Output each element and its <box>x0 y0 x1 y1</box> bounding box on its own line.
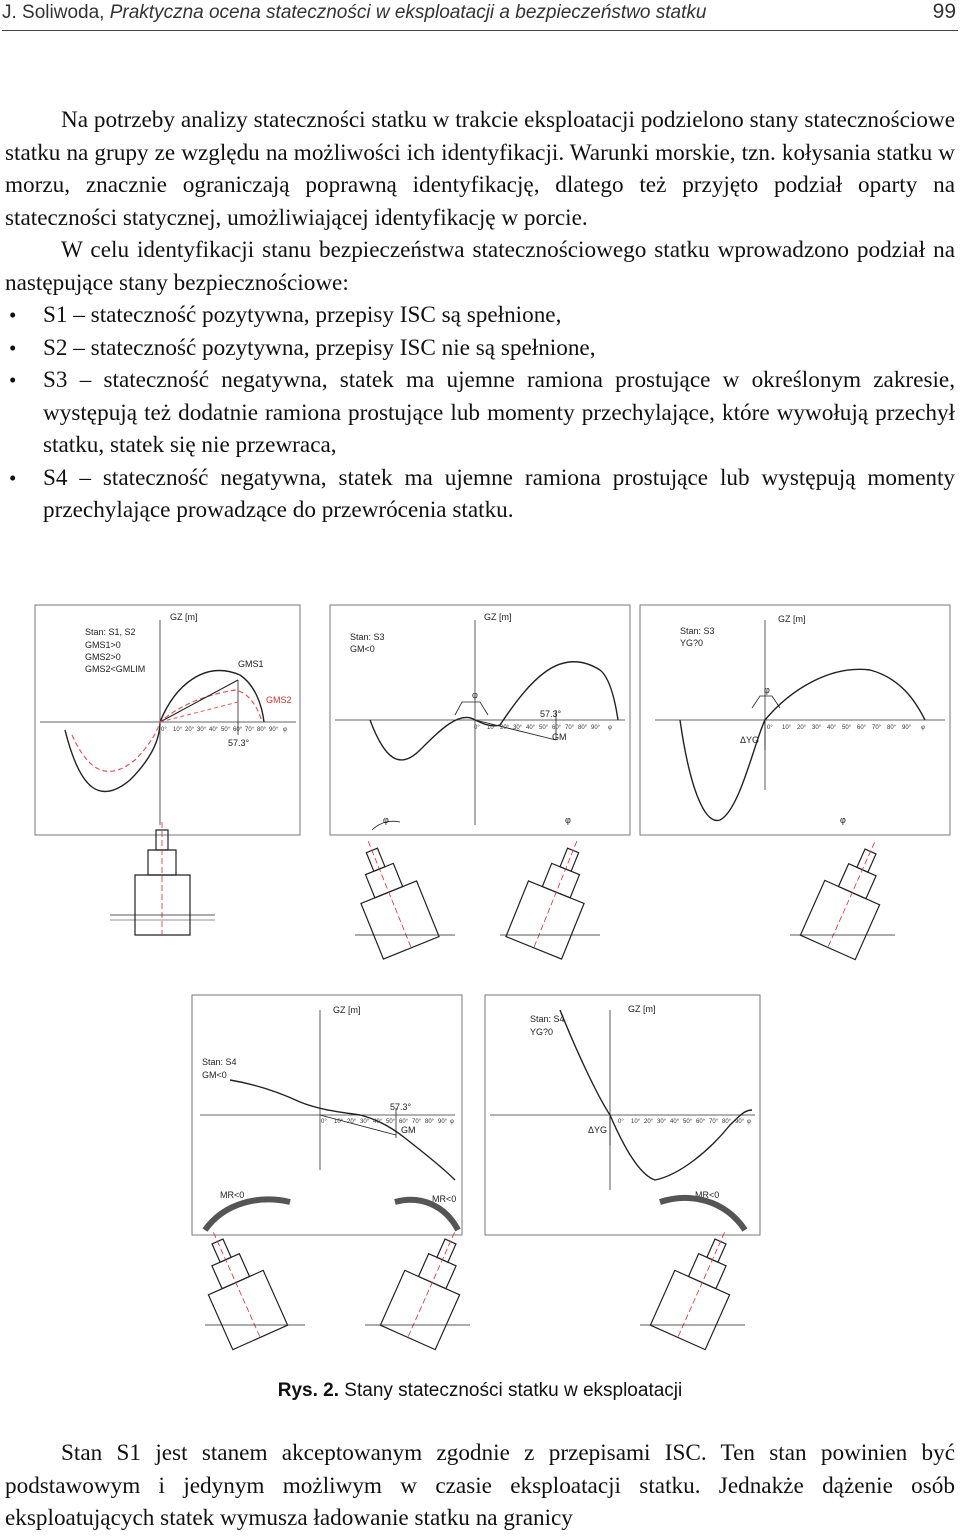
p4-tick-40: 40° <box>373 1119 383 1125</box>
bullet-s2: • S2 – stateczność pozytywna, przepisy ISC nie są spełnione, <box>5 332 955 365</box>
moment-arrow-left <box>205 1199 290 1230</box>
moment-arrow-right <box>395 1200 458 1230</box>
ship-superstructure <box>688 1254 726 1289</box>
p4-tick-50: 50° <box>386 1119 396 1125</box>
p5-tick-20: 20° <box>644 1119 654 1125</box>
p4-tick-10: 10° <box>334 1119 344 1125</box>
p5-axis-label: GZ [m] <box>628 1004 656 1014</box>
p1-state-4: GMS2<GMLIM <box>85 664 146 674</box>
p2-tick-50: 50° <box>539 725 549 731</box>
p3-tick-phi: φ <box>921 725 925 731</box>
phi-bracket <box>455 702 488 715</box>
ship-centerline <box>534 841 577 948</box>
panel-s3-gm <box>330 605 630 959</box>
p4-tick-70: 70° <box>412 1119 422 1125</box>
p1-state-3: GMS2>0 <box>85 652 121 662</box>
ship-capsize-right <box>380 1220 482 1349</box>
p5-tick-10: 10° <box>631 1119 641 1125</box>
paragraph-1: Na potrzeby analizy stateczności statku w trakcie eksploatacji podzielono stany statecznościowe statku na grupy ze względu na możliwości ich identyfikacji. Warunki morskie, tzn. kołysania statku w morzu, znacznie ograniczają poprawną identyfikację, dlatego też przyjęto podział oparty na stateczności statycznej, umożliwiającej identyfikację w porcie. <box>5 107 955 231</box>
moment-arrow <box>660 1198 745 1230</box>
p3-tick-0: 0° <box>767 725 773 731</box>
p1-state-1: Stan: S1, S2 <box>85 627 136 637</box>
ship-superstructure <box>542 863 579 897</box>
p1-tick-90: 90° <box>269 727 279 733</box>
p5-state-1: Stan: S4 <box>530 1014 565 1024</box>
p2-gm: GM <box>552 732 567 742</box>
header-citation <box>2 2 706 24</box>
p4-angle: 57.3° <box>390 1102 412 1112</box>
p5-tick-50: 50° <box>683 1119 693 1125</box>
paragraph-2: W celu identyfikacji stanu bezpieczeństwa statecznościowego statku wprowadzono podział na następujące stany bezpiecznościowe: <box>5 237 955 296</box>
intro-paragraphs <box>5 104 955 527</box>
p2-tick-phi: φ <box>608 725 612 731</box>
panel-s3-yg <box>640 605 950 960</box>
p1-state-2: GMS1>0 <box>85 640 121 650</box>
gms2-tangent <box>160 702 238 722</box>
p1-tick-40: 40° <box>209 727 219 733</box>
p3-axis-label: GZ [m] <box>778 614 806 624</box>
p2-ship-phi: φ <box>383 815 389 825</box>
p3-tick-50: 50° <box>842 725 852 731</box>
p3-tick-60: 60° <box>857 725 867 731</box>
figure-caption <box>0 1380 960 1402</box>
p5-tick-80: 80° <box>722 1119 732 1125</box>
ship-centerline <box>368 841 411 948</box>
p5-ticks <box>618 1119 751 1125</box>
p3-dyg: ΔYG <box>740 735 760 745</box>
header-title: Praktyczna ocena stateczności w eksploatacji a bezpieczeństwo statku <box>109 2 707 23</box>
p2-tick-90: 90° <box>591 725 601 731</box>
closing-paragraph-block <box>5 1437 955 1535</box>
p1-tick-50: 50° <box>221 727 231 733</box>
p4-axis-label: GZ [m] <box>333 1005 361 1015</box>
p5-tick-phi: φ <box>747 1119 751 1125</box>
ship-capsize-left <box>186 1220 288 1349</box>
p5-tick-70: 70° <box>709 1119 719 1125</box>
p4-tick-80: 80° <box>425 1119 435 1125</box>
ship-superstructure <box>838 864 876 899</box>
p1-ticks <box>161 727 287 733</box>
ship-capsize-yg <box>650 1220 752 1349</box>
paragraph-3: Stan S1 jest stanem akceptowanym zgodnie z przepisami ISC. Ten stan powinien być podstawowym i jedynym możliwym w czasie eksploatacji statku. Jednakże dążenie osób eksploatujących statek wymusza ładowanie statku na granicy <box>5 1440 955 1531</box>
bullet-s1: • S1 – stateczność pozytywna, przepisy ISC są spełnione, <box>5 299 955 332</box>
bullet-s3: • S3 – stateczność negatywna, statek ma ujemne ramiona prostujące w określonym zakresie, występują też dodatnie ramiona prostujące lub momenty przechylające, które wywołują przechył statku, statek się nie przewraca, <box>5 364 955 462</box>
p5-mr: MR<0 <box>695 1190 720 1200</box>
p1-tick-phi: φ <box>283 727 287 733</box>
p1-gms1: GMS1 <box>238 659 264 669</box>
p2-phi: φ <box>472 690 478 700</box>
p3-tick-30: 30° <box>812 725 822 731</box>
p2-tick-20: 20° <box>500 725 510 731</box>
panel-s4-yg <box>485 995 760 1350</box>
p3-state-1: Stan: S3 <box>680 626 715 636</box>
page-number: 99 <box>932 0 956 23</box>
p5-dyg: ΔYG <box>588 1125 608 1135</box>
p1-angle: 57.3° <box>228 738 250 748</box>
p2-ticks <box>474 725 612 731</box>
p4-tick-90: 90° <box>438 1119 448 1125</box>
stability-states-figure <box>0 590 960 1410</box>
gz-curve-s3a <box>370 662 618 760</box>
gz-curve-s4a <box>230 1080 455 1180</box>
p4-state-2: GM<0 <box>202 1070 227 1080</box>
panel-s4-gm <box>186 995 482 1350</box>
gz-curve-s3b <box>680 669 925 820</box>
p4-tick-20: 20° <box>347 1119 357 1125</box>
p1-gms2: GMS2 <box>266 695 292 705</box>
p3-tick-10: 10° <box>782 725 792 731</box>
caption-label: Rys. 2. <box>277 1380 340 1401</box>
panel-s1-s2 <box>35 605 300 935</box>
p2-ship-phi-2: φ <box>565 815 571 825</box>
p3-state-2: YG?0 <box>680 638 704 648</box>
p4-tick-60: 60° <box>399 1119 409 1125</box>
ship-superstructure <box>212 1254 250 1289</box>
p4-ticks <box>321 1119 454 1125</box>
p2-state-1: Stan: S3 <box>350 632 385 642</box>
p1-tick-30: 30° <box>197 727 207 733</box>
p2-tick-60: 60° <box>552 725 562 731</box>
p1-tick-80: 80° <box>257 727 267 733</box>
p3-tick-20: 20° <box>797 725 807 731</box>
p4-gm: GM <box>401 1125 416 1135</box>
p1-tick-0: 0° <box>161 727 167 733</box>
header-author: J. Soliwoda, <box>2 2 105 23</box>
p4-tick-0: 0° <box>321 1119 327 1125</box>
ship-heeled-left <box>340 830 439 959</box>
p3-tick-90: 90° <box>902 725 912 731</box>
p5-state-2: YG?0 <box>530 1027 554 1037</box>
figure-drawing <box>0 590 960 1390</box>
p2-axis-label: GZ [m] <box>484 612 512 622</box>
ship-hull <box>135 875 190 935</box>
p5-tick-0: 0° <box>618 1119 624 1125</box>
p4-state-1: Stan: S4 <box>202 1057 237 1067</box>
ship-upright <box>110 822 215 935</box>
p2-tick-40: 40° <box>526 725 536 731</box>
p3-phi: φ <box>764 685 770 695</box>
p3-tick-80: 80° <box>887 725 897 731</box>
p3-tick-40: 40° <box>827 725 837 731</box>
p5-tick-60: 60° <box>696 1119 706 1125</box>
ship-heeled-right <box>506 830 605 959</box>
running-header <box>2 0 958 31</box>
p3-ticks <box>767 725 925 731</box>
gz-curve-s4b <box>560 1010 752 1180</box>
p3-ship-phi: φ <box>840 815 846 825</box>
p2-tick-30: 30° <box>513 725 523 731</box>
bullet-s4: • S4 – stateczność negatywna, statek ma ujemne ramiona prostujące lub występują momenty przechylające prowadzące do przewrócenia statku. <box>5 462 955 527</box>
p2-tick-10: 10° <box>487 725 497 731</box>
phi-bracket <box>752 696 780 708</box>
ship-superstructure <box>418 1254 456 1289</box>
ship-superstructure <box>365 863 402 897</box>
p2-angle: 57.3° <box>540 709 562 719</box>
p4-mr-left: MR<0 <box>220 1190 245 1200</box>
state-list <box>5 299 955 527</box>
p2-tick-70: 70° <box>565 725 575 731</box>
p1-tick-70: 70° <box>245 727 255 733</box>
p2-state-2: GM<0 <box>350 644 375 654</box>
p2-tick-80: 80° <box>578 725 588 731</box>
p2-tick-0: 0° <box>474 725 480 731</box>
p5-tick-30: 30° <box>657 1119 667 1125</box>
p4-mr-right: MR<0 <box>432 1194 457 1204</box>
p1-axis-label: GZ [m] <box>170 612 198 622</box>
p5-tick-90: 90° <box>735 1119 745 1125</box>
p1-tick-20: 20° <box>185 727 195 733</box>
p4-tick-30: 30° <box>360 1119 370 1125</box>
p3-tick-70: 70° <box>872 725 882 731</box>
p4-tick-phi: φ <box>450 1119 454 1125</box>
ship-heeled-yg <box>800 830 902 959</box>
caption-text: Stany stateczności statku w eksploatacji <box>344 1380 683 1401</box>
p1-tick-10: 10° <box>173 727 183 733</box>
p1-tick-60: 60° <box>233 727 243 733</box>
p5-tick-40: 40° <box>670 1119 680 1125</box>
